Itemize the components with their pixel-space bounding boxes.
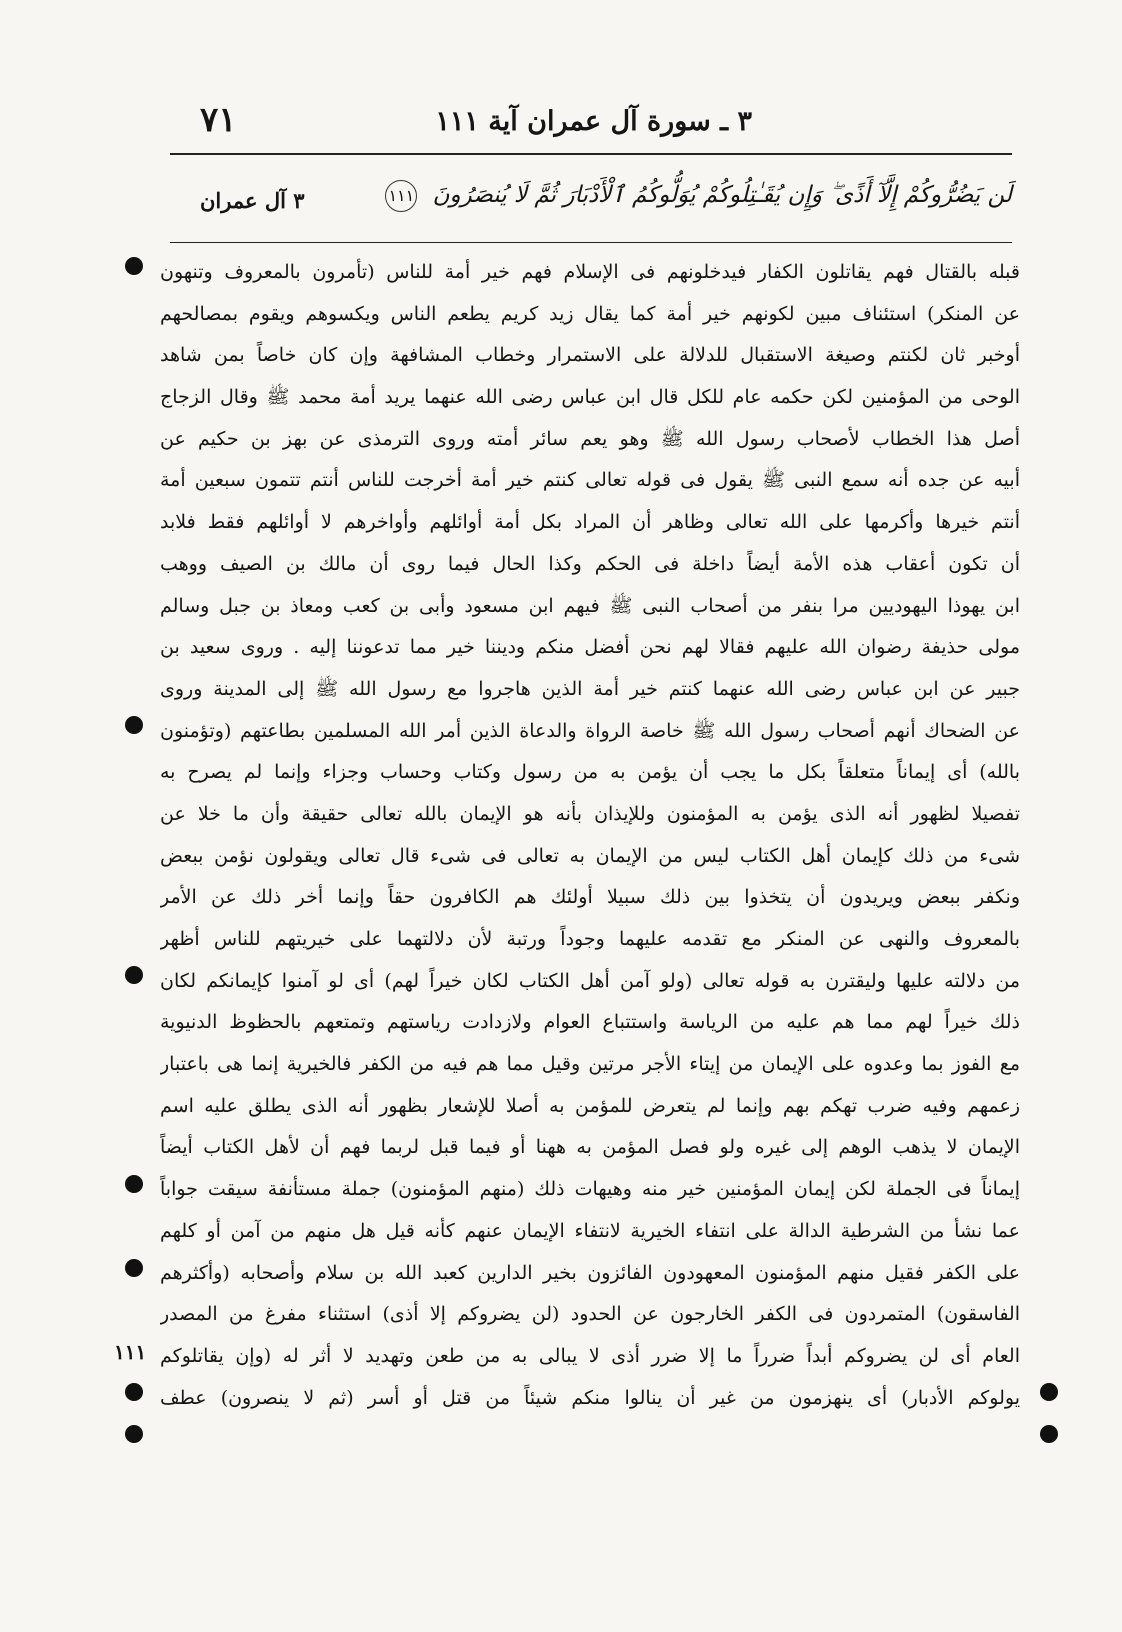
text-line: العام أى لن يضروكم أبداً ضرراً ما إلا ضرر أذى لا يبالى به من طعن وتهديد لا أثر له (وإن يقاتلوكم bbox=[160, 1344, 1020, 1367]
text-line: تفصيلا لظهور أنه الذى يؤمن به المؤمنون وللإيذان بأنه هو الإيمان بالله تعالى حقيقة وأن ما خلا عن bbox=[160, 802, 1020, 825]
text-line: أنتم خيرها وأكرمها على الله تعالى وظاهر أن المراد بكل أمة أوائلهم وأواخرهم لا أوائلهم فقط فلابد bbox=[160, 511, 1020, 534]
bullet-marker bbox=[125, 1425, 143, 1443]
bullet-marker bbox=[125, 257, 143, 275]
quran-verse bbox=[385, 180, 1012, 212]
text-line: ونكفر ببعض ويريدون أن يتخذوا بين ذلك سبيلا أولئك هم الكافرون حقاً وإنما أخر ذلك عن الأمر bbox=[160, 886, 1020, 909]
commentary-body bbox=[160, 252, 1020, 1419]
text-line: ذلك خيراً لهم مما هم عليه من الرياسة واستتباع العوام ولازدادت رياستهم وتمتعهم بالحظوظ الدنيوية bbox=[160, 1011, 1020, 1034]
bullet-marker bbox=[125, 966, 143, 984]
page-number: ٧١ bbox=[200, 100, 237, 140]
bullet-marker bbox=[125, 1175, 143, 1193]
page-header bbox=[170, 100, 1012, 148]
bullet-marker bbox=[1040, 1383, 1058, 1401]
text-line: الإيمان لا يذهب الوهم إلى غيره ولو فصل المؤمن به ههنا أو فيما قبل لربما فهم أن لأهل الكتاب أيضاً bbox=[160, 1136, 1020, 1159]
text-line: أوخبر ثان لكنتم وصيغة الاستقبال للدلالة على الاستمرار وخطاب المشافهة وإن كان خاصاً بمن شاهد bbox=[160, 344, 1020, 367]
text-line: أصل هذا الخطاب لأصحاب رسول الله ﷺ وهو يعم سائر أمته وروى الترمذى عن بهز بن حكيم عن bbox=[160, 427, 1020, 450]
text-line: أبيه عن جده أنه سمع النبى ﷺ يقول فى قوله تعالى كنتم خير أمة أخرجت للناس أنتم تتمون سبعين أمة bbox=[160, 469, 1020, 492]
text-line: قبله بالقتال فهم يقاتلون الكفار فيدخلونهم فى الإسلام فهم خير أمة للناس (تأمرون بالمعروف وتنهون bbox=[160, 261, 1020, 283]
text-line: الوحى من المؤمنين لكن حكمه عام للكل قال ابن عباس رضى الله عنهما يريد أمة محمد ﷺ وقال الزجاج bbox=[160, 386, 1020, 409]
quran-verse-text: لَن يَضُرُّوكُمْ إِلَّآ أَذًى ۖ وَإِن يُقَـٰتِلُوكُمْ يُوَلُّوكُمُ ٱلْأَدْبَارَ ثُمَّ لَا يُنصَرُونَ bbox=[432, 182, 1012, 208]
text-line: عن المنكر) استئناف مبين لكونهم خير أمة كما يقال زيد كريم يطعم الناس ويكسوهم ويقوم بمصالحهم bbox=[160, 302, 1020, 325]
text-line: على الكفر فقيل منهم المؤمنون المعهودون الفائزون بخير الدارين كعبد الله بن سلام وأصحابه (وأكثرهم bbox=[160, 1261, 1020, 1284]
margin-verse-number: ١١١ bbox=[114, 1340, 147, 1364]
bullet-marker bbox=[125, 1259, 143, 1277]
text-line: إيماناً فى الجملة لكن إيمان المؤمنين خير منه وهيهات ذلك (منهم المؤمنون) جملة مستأنفة سيقت جواباً bbox=[160, 1178, 1020, 1201]
text-line: شىء من ذلك كإيمان أهل الكتاب ليس من الإيمان به تعالى فى شىء قال تعالى ويقولون نؤمن ببعض bbox=[160, 844, 1020, 867]
text-line: زعمهم وفيه ضرب تهكم بهم وإنما لم يتعرض للمؤمن به أصلا للإشعار بظهور أنه الذى يطلق عليه اسم bbox=[160, 1094, 1020, 1117]
text-line: يولوكم الأدبار) أى ينهزمون من غير أن ينالوا منكم شيئاً من قتل أو أسر (ثم لا ينصرون) عطف bbox=[160, 1386, 1020, 1409]
bullet-marker bbox=[125, 716, 143, 734]
bullet-marker bbox=[1040, 1425, 1058, 1443]
text-line: جبير عن ابن عباس رضى الله عنهما كنتم خير أمة الذين هاجروا مع رسول الله ﷺ إلى المدينة وروى bbox=[160, 677, 1020, 700]
text-line: عن الضحاك أنهم أصحاب رسول الله ﷺ خاصة الرواة والدعاة الذين أمر الله المسلمين بطاعتهم (وتؤمنون bbox=[160, 719, 1020, 742]
quran-verse-row bbox=[170, 176, 1012, 236]
text-line: من دلالته عليها وليقترن به قوله تعالى (ولو آمن أهل الكتاب لكان خيراً لهم) أى لو آمنوا كإيمانكم لكان bbox=[160, 969, 1020, 992]
text-line: بالمعروف والنهى عن المنكر مع تقدمه عليهما وجوداً ورتبة لأن دلالتهما على خيريتهم للناس أظهر bbox=[160, 928, 1020, 950]
text-line: مولى حذيفة رضوان الله عليهم فقالا لهم نحن أفضل منكم وديننا خير مما تدعوننا إليه . وروى سعيد بن bbox=[160, 636, 1020, 659]
header-rule bbox=[170, 153, 1012, 155]
bullet-marker bbox=[125, 1383, 143, 1401]
running-head: ٣ ـ سورة آل عمران آية ١١١ bbox=[435, 106, 752, 137]
text-line: أن تكون أعقاب هذه الأمة أيضاً داخلة فى الحكم وكذا الحال فيما روى أن مالك بن الصيف ووهب bbox=[160, 552, 1020, 575]
text-line: عما نشأ من الشرطية الدالة على انتفاء الخيرية لانتفاء الإيمان عنهم كأنه قيل هل منهم من آمن أو كلهم bbox=[160, 1219, 1020, 1242]
text-line: بالله) أى إيماناً متعلقاً بكل ما يجب أن يؤمن به من رسول وكتاب وحساب وجزاء وإنما لم يصرح به bbox=[160, 761, 1020, 784]
text-line: مع الفوز بما وعدوه على الإيمان من إيتاء الأجر مرتين وقيل مما هم فيه من الكفر فالخيرية إنما هى باعتبار bbox=[160, 1053, 1020, 1076]
verse-rule bbox=[170, 242, 1012, 243]
verse-end-marker: ١١١ bbox=[385, 180, 417, 212]
text-line: ابن يهوذا اليهوديين مرا بنفر من أصحاب النبى ﷺ فيهم ابن مسعود وأبى بن كعب ومعاذ بن جبل وسالم bbox=[160, 594, 1020, 617]
text-line: الفاسقون) المتمردون فى الكفر الخارجون عن الحدود (لن يضروكم إلا أذى) استثناء مفرغ من المصدر bbox=[160, 1303, 1020, 1326]
surah-label: ٣ آل عمران bbox=[200, 188, 305, 213]
